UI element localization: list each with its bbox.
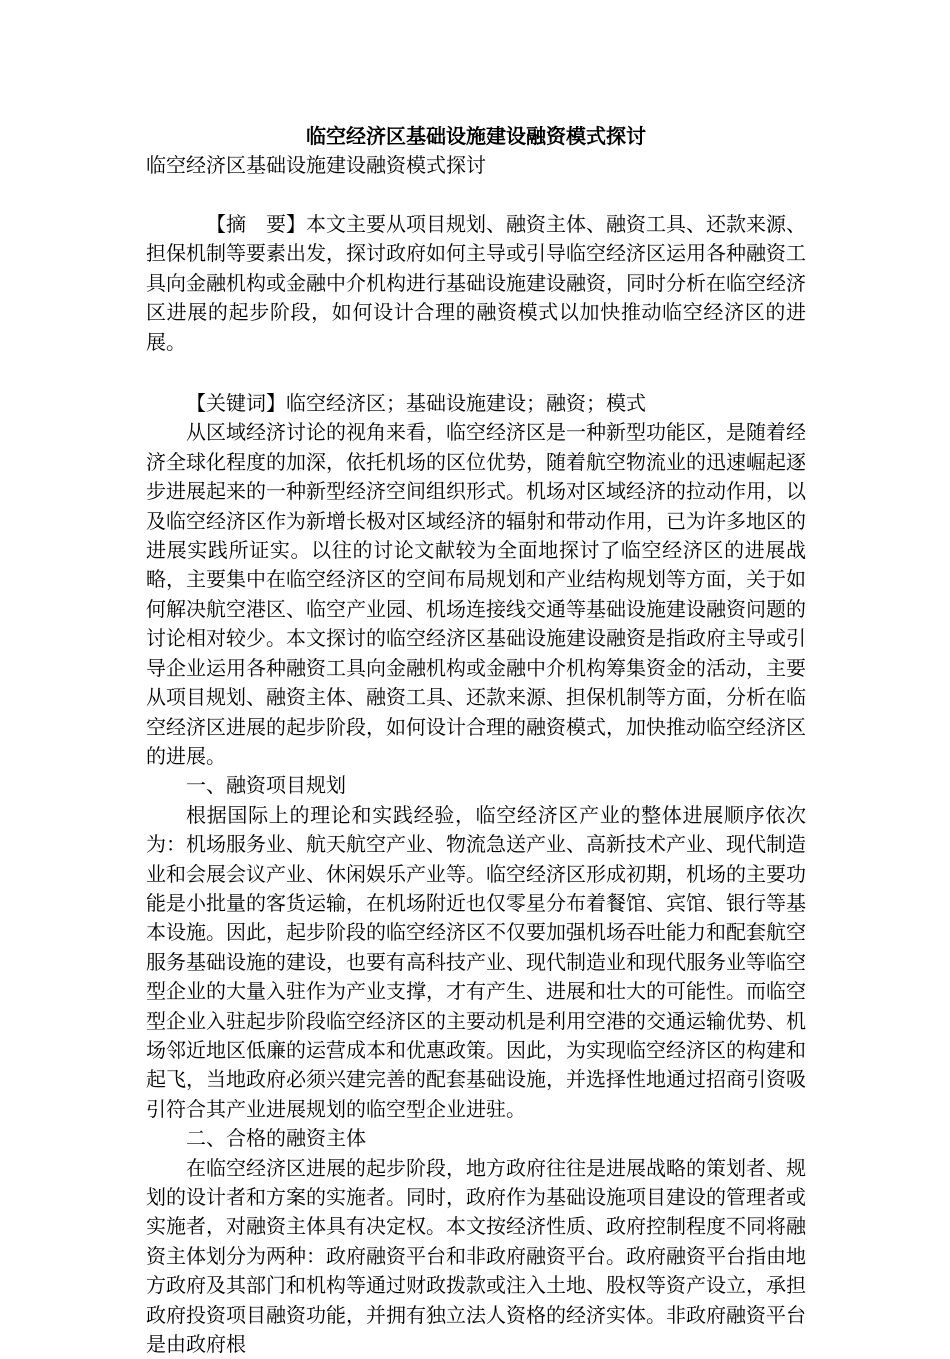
keywords-line: 【关键词】临空经济区；基础设施建设；融资；模式 (186, 391, 646, 416)
section-2-paragraph: 在临空经济区进展的起步阶段，地方政府往往是进展战略的策划者、规划的设计者和方案的实施者。同时，政府作为基础设施项目建设的管理者或实施者，对融资主体具有决定权。本文按经济性质、政府控制程度不同将融资主体划分为两种：政府融资平台和非政府融资平台。政府融资平台指由地方政府及其部门和机构等通过财政拨款或注入土地、股权等资产设立，承担政府投资项目融资功能，并拥有独立法人资格的经济实体。非政府融资平台是由政府根 (146, 1155, 806, 1357)
document-subtitle: 临空经济区基础设施建设融资模式探讨 (146, 153, 486, 177)
document-title: 临空经济区基础设施建设融资模式探讨 (306, 124, 646, 148)
blank-line (146, 180, 806, 210)
section-heading-1: 一、融资项目规划 (186, 773, 346, 798)
intro-paragraph: 从区域经济讨论的视角来看，临空经济区是一种新型功能区，是随着经济全球化程度的加深，依托机场的区位优势，随着航空物流业的迅速崛起逐步进展起来的一种新型经济空间组织形式。机场对区域经济的拉动作用，以及临空经济区作为新增长极对区域经济的辐射和带动作用，已为许多地区的进展实践所证实。以往的讨论文献较为全面地探讨了临空经济区的进展战略，主要集中在临空经济区的空间布局规划和产业结构规划等方面，关于如何解决航空港区、临空产业园、机场连接线交通等基础设施建设融资问题的讨论相对较少。本文探讨的临空经济区基础设施建设融资是指政府主导或引导企业运用各种融资工具向金融机构或金融中介机构筹集资金的活动，主要从项目规划、融资主体、融资工具、还款来源、担保机制等方面，分析在临空经济区进展的起步阶段，如何设计合理的融资模式，加快推动临空经济区的进展。 (146, 420, 806, 768)
abstract-paragraph: 【摘 要】本文主要从项目规划、融资主体、融资工具、还款来源、担保机制等要素出发，探讨政府如何主导或引导临空经济区运用各种融资工具向金融机构或金融中介机构进行基础设施建设融资，同时分析在临空经济区进展的起步阶段，如何设计合理的融资模式以加快推动临空经济区的进展。 (146, 212, 806, 354)
section-heading-2: 二、合格的融资主体 (186, 1126, 366, 1151)
section-1-paragraph: 根据国际上的理论和实践经验，临空经济区产业的整体进展顺序依次为：机场服务业、航天航空产业、物流急送产业、高新技术产业、现代制造业和会展会议产业、休闲娱乐产业等。临空经济区形成初期，机场的主要功能是小批量的客货运输，在机场附近也仅零星分布着餐馆、宾馆、银行等基本设施。因此，起步阶段的临空经济区不仅要加强机场吞吐能力和配套航空服务基础设施的建设，也要有高科技产业、现代制造业和现代服务业等临空型企业的大量入驻作为产业支撑，才有产生、进展和壮大的可能性。而临空型企业入驻起步阶段临空经济区的主要动机是利用空港的交通运输优势、机场邻近地区低廉的运营成本和优惠政策。因此，为实现临空经济区的构建和起飞，当地政府必须兴建完善的配套基础设施，并选择性地通过招商引资吸引符合其产业进展规划的临空型企业进驻。 (146, 802, 806, 1121)
document-page (146, 122, 806, 1359)
blank-line (146, 357, 806, 389)
